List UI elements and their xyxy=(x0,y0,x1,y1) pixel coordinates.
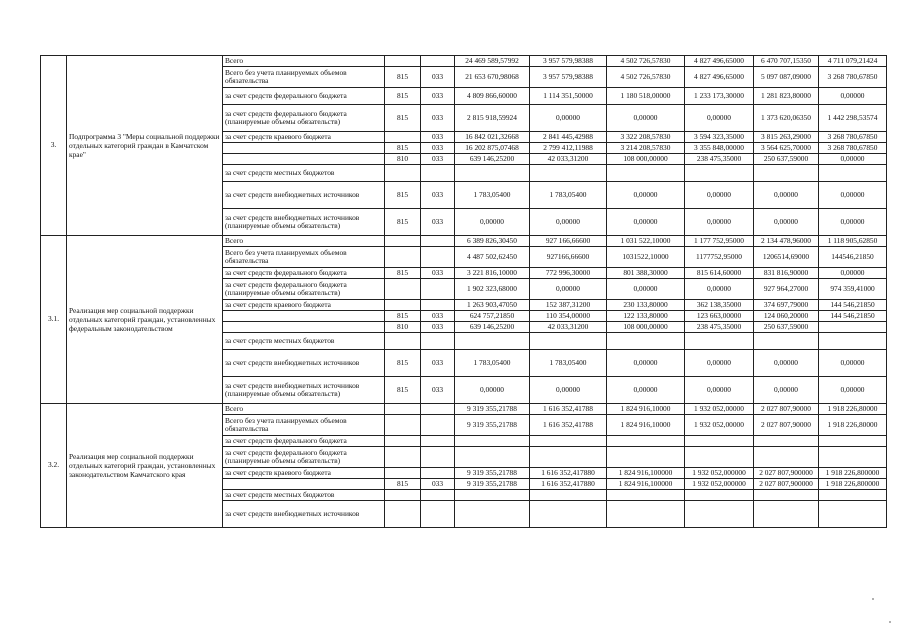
grbs-code-cell xyxy=(385,132,421,143)
section-code-cell xyxy=(421,490,455,501)
amount-cell: 230 133,80000 xyxy=(607,300,685,311)
funding-source-cell: за счет средств краевого бюджета xyxy=(223,300,385,311)
grbs-code-cell: 815 xyxy=(385,311,421,322)
section-code-cell xyxy=(421,447,455,468)
grbs-code-cell: 815 xyxy=(385,268,421,279)
section-code-cell xyxy=(421,56,455,67)
section-code-cell: 033 xyxy=(421,154,455,165)
amount-cell: 1 932 052,00000 xyxy=(685,415,754,436)
amount-cell: 0,00000 xyxy=(455,377,530,404)
amount-cell xyxy=(754,490,819,501)
amount-cell: 1 918 226,800000 xyxy=(819,479,887,490)
program-title: Реализация мер социальной поддержки отдельных категорий граждан, установленных федеральным законодательством xyxy=(67,236,223,404)
funding-source-cell: за счет средств краевого бюджета xyxy=(223,468,385,479)
section-code-cell xyxy=(421,300,455,311)
amount-cell: 250 637,59000 xyxy=(754,322,819,333)
section-code-cell: 033 xyxy=(421,479,455,490)
section-code-cell xyxy=(421,468,455,479)
section-code-cell: 033 xyxy=(421,67,455,88)
table-row xyxy=(41,56,887,67)
amount-cell: 1 177 752,95000 xyxy=(685,236,754,247)
amount-cell: 4 502 726,57830 xyxy=(607,56,685,67)
amount-cell: 0,00000 xyxy=(819,377,887,404)
section-code-cell: 033 xyxy=(421,143,455,154)
amount-cell: 1 783,05400 xyxy=(530,350,607,377)
amount-cell xyxy=(455,333,530,350)
amount-cell: 9 319 355,21788 xyxy=(455,415,530,436)
amount-cell: 2 134 478,96000 xyxy=(754,236,819,247)
amount-cell: 238 475,35000 xyxy=(685,322,754,333)
amount-cell: 374 697,79000 xyxy=(754,300,819,311)
amount-cell: 927 964,27000 xyxy=(754,279,819,300)
amount-cell xyxy=(607,165,685,182)
amount-cell xyxy=(530,436,607,447)
amount-cell: 3 564 625,70000 xyxy=(754,143,819,154)
amount-cell xyxy=(754,501,819,528)
amount-cell xyxy=(530,333,607,350)
amount-cell: 4 809 866,60000 xyxy=(455,88,530,105)
amount-cell: 927166,66600 xyxy=(530,247,607,268)
grbs-code-cell xyxy=(385,333,421,350)
amount-cell xyxy=(530,165,607,182)
funding-source-cell: за счет средств федерального бюджета (планируемые объемы обязательств) xyxy=(223,279,385,300)
amount-cell: 3 957 579,98388 xyxy=(530,67,607,88)
amount-cell: 0,00000 xyxy=(685,350,754,377)
amount-cell xyxy=(754,436,819,447)
amount-cell: 21 653 670,98068 xyxy=(455,67,530,88)
amount-cell: 108 000,00000 xyxy=(607,154,685,165)
funding-source-cell: за счет средств внебюджетных источников (планируемые объемы обязательств) xyxy=(223,377,385,404)
section-code-cell xyxy=(421,501,455,528)
amount-cell: 122 133,80000 xyxy=(607,311,685,322)
funding-source-cell: Всего xyxy=(223,404,385,415)
funding-source-cell: за счет средств местных бюджетов xyxy=(223,490,385,501)
amount-cell: 1 616 352,41788 xyxy=(530,404,607,415)
amount-cell: 1 373 620,06350 xyxy=(754,105,819,132)
amount-cell: 831 816,90000 xyxy=(754,268,819,279)
amount-cell xyxy=(530,447,607,468)
amount-cell: 3 214 208,57830 xyxy=(607,143,685,154)
funding-source-cell: Всего xyxy=(223,236,385,247)
funding-source-cell: Всего без учета планируемых объемов обязательства xyxy=(223,415,385,436)
amount-cell: 0,00000 xyxy=(754,182,819,209)
amount-cell: 238 475,35000 xyxy=(685,154,754,165)
section-code-cell: 033 xyxy=(421,268,455,279)
amount-cell xyxy=(455,501,530,528)
amount-cell: 144546,21850 xyxy=(819,247,887,268)
amount-cell xyxy=(607,447,685,468)
amount-cell: 1 783,05400 xyxy=(530,182,607,209)
amount-cell: 0,00000 xyxy=(819,88,887,105)
grbs-code-cell: 815 xyxy=(385,209,421,236)
amount-cell: 1177752,95000 xyxy=(685,247,754,268)
amount-cell: 108 000,00000 xyxy=(607,322,685,333)
section-code-cell xyxy=(421,415,455,436)
amount-cell xyxy=(819,322,887,333)
funding-source-cell: за счет средств федерального бюджета (планируемые объемы обязательств) xyxy=(223,447,385,468)
grbs-code-cell xyxy=(385,165,421,182)
amount-cell xyxy=(685,501,754,528)
section-code-cell: 033 xyxy=(421,322,455,333)
amount-cell: 2 841 445,42988 xyxy=(530,132,607,143)
amount-cell: 3 221 816,10000 xyxy=(455,268,530,279)
amount-cell: 1 824 916,100000 xyxy=(607,468,685,479)
amount-cell: 9 319 355,21788 xyxy=(455,404,530,415)
funding-source-cell xyxy=(223,143,385,154)
amount-cell: 1 180 518,00000 xyxy=(607,88,685,105)
grbs-code-cell xyxy=(385,236,421,247)
amount-cell xyxy=(530,501,607,528)
amount-cell: 144 546,21850 xyxy=(819,300,887,311)
amount-cell: 1 281 823,80000 xyxy=(754,88,819,105)
grbs-code-cell xyxy=(385,56,421,67)
amount-cell: 0,00000 xyxy=(819,350,887,377)
amount-cell: 362 138,35000 xyxy=(685,300,754,311)
amount-cell xyxy=(685,447,754,468)
amount-cell: 1 114 351,50000 xyxy=(530,88,607,105)
amount-cell: 0,00000 xyxy=(819,209,887,236)
grbs-code-cell xyxy=(385,279,421,300)
funding-source-cell: Всего xyxy=(223,56,385,67)
funding-source-cell: за счет средств федерального бюджета xyxy=(223,268,385,279)
amount-cell: 1031522,10000 xyxy=(607,247,685,268)
amount-cell xyxy=(607,490,685,501)
program-index: 3. xyxy=(41,56,67,236)
amount-cell: 3 815 263,29000 xyxy=(754,132,819,143)
section-code-cell: 033 xyxy=(421,311,455,322)
scan-speck xyxy=(872,598,874,600)
table-row xyxy=(41,404,887,415)
funding-source-cell: за счет средств федерального бюджета (планируемые объемы обязательств) xyxy=(223,105,385,132)
amount-cell: 974 359,41000 xyxy=(819,279,887,300)
amount-cell: 2 027 807,90000 xyxy=(754,404,819,415)
amount-cell: 0,00000 xyxy=(607,350,685,377)
funding-source-cell: за счет средств внебюджетных источников xyxy=(223,501,385,528)
funding-source-cell: за счет средств федерального бюджета xyxy=(223,88,385,105)
funding-source-cell: Всего без учета планируемых объемов обязательства xyxy=(223,247,385,268)
amount-cell: 1 918 226,800000 xyxy=(819,468,887,479)
amount-cell: 2 027 807,90000 xyxy=(754,415,819,436)
grbs-code-cell: 815 xyxy=(385,377,421,404)
amount-cell: 1 824 916,100000 xyxy=(607,479,685,490)
amount-cell: 110 354,00000 xyxy=(530,311,607,322)
amount-cell: 0,00000 xyxy=(685,279,754,300)
amount-cell: 9 319 355,21788 xyxy=(455,479,530,490)
amount-cell: 0,00000 xyxy=(754,350,819,377)
amount-cell: 1 932 052,00000 xyxy=(685,404,754,415)
amount-cell: 0,00000 xyxy=(685,105,754,132)
amount-cell: 2 799 412,11988 xyxy=(530,143,607,154)
amount-cell: 815 614,60000 xyxy=(685,268,754,279)
amount-cell xyxy=(754,333,819,350)
amount-cell xyxy=(819,333,887,350)
amount-cell: 24 469 589,57992 xyxy=(455,56,530,67)
amount-cell: 3 268 780,67850 xyxy=(819,132,887,143)
program-index: 3.2. xyxy=(41,404,67,528)
grbs-code-cell: 815 xyxy=(385,67,421,88)
amount-cell: 2 027 807,900000 xyxy=(754,479,819,490)
amount-cell: 3 594 323,35000 xyxy=(685,132,754,143)
amount-cell: 0,00000 xyxy=(685,182,754,209)
amount-cell: 16 842 021,32668 xyxy=(455,132,530,143)
amount-cell: 639 146,25200 xyxy=(455,154,530,165)
grbs-code-cell: 815 xyxy=(385,479,421,490)
funding-source-cell: Всего без учета планируемых объемов обязательства xyxy=(223,67,385,88)
grbs-code-cell: 815 xyxy=(385,350,421,377)
amount-cell: 639 146,25200 xyxy=(455,322,530,333)
amount-cell: 1 118 905,62850 xyxy=(819,236,887,247)
amount-cell xyxy=(455,490,530,501)
amount-cell: 124 060,20000 xyxy=(754,311,819,322)
amount-cell: 624 757,21850 xyxy=(455,311,530,322)
amount-cell: 1 616 352,417880 xyxy=(530,479,607,490)
amount-cell: 1 616 352,417880 xyxy=(530,468,607,479)
amount-cell xyxy=(819,447,887,468)
amount-cell: 4 487 502,62450 xyxy=(455,247,530,268)
grbs-code-cell: 815 xyxy=(385,105,421,132)
program-title: Подпрограмма 3 "Меры социальной поддержки отдельных категорий граждан в Камчатском крае" xyxy=(67,56,223,236)
amount-cell: 144 546,21850 xyxy=(819,311,887,322)
amount-cell: 0,00000 xyxy=(607,209,685,236)
amount-cell: 1 233 173,30000 xyxy=(685,88,754,105)
section-code-cell xyxy=(421,236,455,247)
amount-cell: 1 616 352,41788 xyxy=(530,415,607,436)
funding-source-cell xyxy=(223,154,385,165)
amount-cell: 1 824 916,10000 xyxy=(607,404,685,415)
amount-cell: 2 815 918,59924 xyxy=(455,105,530,132)
amount-cell xyxy=(530,490,607,501)
section-code-cell xyxy=(421,436,455,447)
grbs-code-cell: 815 xyxy=(385,88,421,105)
amount-cell: 1 031 522,10000 xyxy=(607,236,685,247)
amount-cell: 801 388,30000 xyxy=(607,268,685,279)
amount-cell xyxy=(455,447,530,468)
grbs-code-cell xyxy=(385,490,421,501)
amount-cell: 42 033,31200 xyxy=(530,154,607,165)
amount-cell xyxy=(455,165,530,182)
section-code-cell: 033 xyxy=(421,88,455,105)
amount-cell: 1 918 226,80000 xyxy=(819,404,887,415)
grbs-code-cell xyxy=(385,404,421,415)
amount-cell: 1206514,69000 xyxy=(754,247,819,268)
amount-cell: 1 918 226,80000 xyxy=(819,415,887,436)
amount-cell xyxy=(819,436,887,447)
grbs-code-cell: 810 xyxy=(385,322,421,333)
amount-cell: 0,00000 xyxy=(530,105,607,132)
funding-source-cell: за счет средств местных бюджетов xyxy=(223,333,385,350)
funding-source-cell: за счет средств местных бюджетов xyxy=(223,165,385,182)
funding-source-cell xyxy=(223,479,385,490)
amount-cell: 0,00000 xyxy=(685,209,754,236)
grbs-code-cell xyxy=(385,447,421,468)
budget-table-body xyxy=(41,56,887,528)
amount-cell xyxy=(607,501,685,528)
amount-cell: 1 442 298,53574 xyxy=(819,105,887,132)
amount-cell: 0,00000 xyxy=(819,268,887,279)
section-code-cell: 033 xyxy=(421,350,455,377)
amount-cell: 772 996,30000 xyxy=(530,268,607,279)
amount-cell: 3 268 780,67850 xyxy=(819,143,887,154)
grbs-code-cell xyxy=(385,501,421,528)
amount-cell: 4 711 079,21424 xyxy=(819,56,887,67)
section-code-cell xyxy=(421,333,455,350)
funding-source-cell: за счет средств внебюджетных источников xyxy=(223,350,385,377)
section-code-cell xyxy=(421,165,455,182)
amount-cell: 3 322 208,57830 xyxy=(607,132,685,143)
amount-cell: 927 166,66600 xyxy=(530,236,607,247)
amount-cell: 0,00000 xyxy=(455,209,530,236)
funding-source-cell: за счет средств внебюджетных источников xyxy=(223,182,385,209)
amount-cell: 1 932 052,000000 xyxy=(685,468,754,479)
funding-source-cell xyxy=(223,322,385,333)
amount-cell: 16 202 875,07468 xyxy=(455,143,530,154)
amount-cell: 0,00000 xyxy=(607,377,685,404)
amount-cell: 0,00000 xyxy=(819,154,887,165)
amount-cell xyxy=(754,447,819,468)
amount-cell: 4 502 726,57830 xyxy=(607,67,685,88)
grbs-code-cell xyxy=(385,300,421,311)
grbs-code-cell xyxy=(385,436,421,447)
amount-cell: 2 027 807,900000 xyxy=(754,468,819,479)
section-code-cell: 033 xyxy=(421,105,455,132)
amount-cell xyxy=(685,490,754,501)
amount-cell xyxy=(685,165,754,182)
amount-cell: 0,00000 xyxy=(607,182,685,209)
budget-table xyxy=(40,55,887,528)
funding-source-cell: за счет средств краевого бюджета xyxy=(223,132,385,143)
amount-cell: 1 263 903,47050 xyxy=(455,300,530,311)
program-title: Реализация мер социальной поддержки отдельных категорий граждан, установленных законодательством Камчатского края xyxy=(67,404,223,528)
amount-cell: 0,00000 xyxy=(530,209,607,236)
section-code-cell: 033 xyxy=(421,209,455,236)
funding-source-cell xyxy=(223,311,385,322)
grbs-code-cell xyxy=(385,247,421,268)
section-code-cell xyxy=(421,279,455,300)
amount-cell: 0,00000 xyxy=(530,279,607,300)
amount-cell xyxy=(819,501,887,528)
amount-cell xyxy=(607,333,685,350)
amount-cell: 1 783,05400 xyxy=(455,182,530,209)
grbs-code-cell xyxy=(385,468,421,479)
amount-cell: 0,00000 xyxy=(754,209,819,236)
amount-cell: 250 637,59000 xyxy=(754,154,819,165)
grbs-code-cell xyxy=(385,415,421,436)
amount-cell: 4 827 496,65000 xyxy=(685,56,754,67)
amount-cell: 123 663,00000 xyxy=(685,311,754,322)
amount-cell xyxy=(819,165,887,182)
section-code-cell: 033 xyxy=(421,132,455,143)
amount-cell: 0,00000 xyxy=(754,377,819,404)
funding-source-cell: за счет средств федерального бюджета xyxy=(223,436,385,447)
scan-speck xyxy=(889,621,891,623)
grbs-code-cell: 810 xyxy=(385,154,421,165)
section-code-cell: 033 xyxy=(421,377,455,404)
amount-cell: 0,00000 xyxy=(819,182,887,209)
amount-cell: 3 355 848,00000 xyxy=(685,143,754,154)
amount-cell xyxy=(685,436,754,447)
amount-cell xyxy=(819,490,887,501)
amount-cell: 0,00000 xyxy=(685,377,754,404)
amount-cell: 5 097 087,09000 xyxy=(754,67,819,88)
amount-cell: 3 957 579,98388 xyxy=(530,56,607,67)
amount-cell: 152 387,31200 xyxy=(530,300,607,311)
amount-cell: 42 033,31200 xyxy=(530,322,607,333)
amount-cell: 3 268 780,67850 xyxy=(819,67,887,88)
section-code-cell xyxy=(421,247,455,268)
amount-cell: 4 827 496,65000 xyxy=(685,67,754,88)
amount-cell: 0,00000 xyxy=(607,105,685,132)
grbs-code-cell: 815 xyxy=(385,143,421,154)
section-code-cell xyxy=(421,404,455,415)
amount-cell: 1 902 323,68000 xyxy=(455,279,530,300)
amount-cell: 0,00000 xyxy=(607,279,685,300)
amount-cell: 1 783,05400 xyxy=(455,350,530,377)
program-index: 3.1. xyxy=(41,236,67,404)
amount-cell: 6 389 826,30450 xyxy=(455,236,530,247)
amount-cell: 1 824 916,10000 xyxy=(607,415,685,436)
table-row xyxy=(41,236,887,247)
amount-cell: 0,00000 xyxy=(530,377,607,404)
amount-cell xyxy=(607,436,685,447)
amount-cell xyxy=(754,165,819,182)
amount-cell: 6 470 707,15350 xyxy=(754,56,819,67)
amount-cell: 1 932 052,000000 xyxy=(685,479,754,490)
grbs-code-cell: 815 xyxy=(385,182,421,209)
funding-source-cell: за счет средств внебюджетных источников (планируемые объемы обязательств) xyxy=(223,209,385,236)
amount-cell xyxy=(455,436,530,447)
amount-cell: 9 319 355,21788 xyxy=(455,468,530,479)
section-code-cell: 033 xyxy=(421,182,455,209)
amount-cell xyxy=(685,333,754,350)
